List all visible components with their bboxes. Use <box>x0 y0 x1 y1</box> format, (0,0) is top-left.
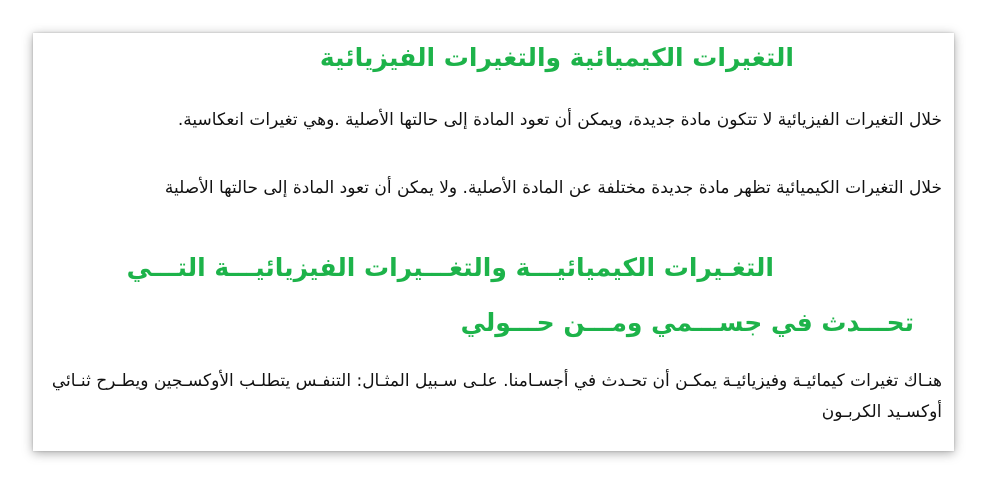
section-heading-line-1: التغـيرات الكيميائيـــة والتغـــيرات الفيزيائيـــة التـــي <box>126 253 774 282</box>
body-changes-paragraph: هنـاك تغيرات كيمائيـة وفيزيائيـة يمكـن أن تحـدث في أجسـامنا. علـى سـبيل المثـال: التنفـس يتطلـب الأوكسـجين ويطـرح ثنـائي أوكسـيد الكربـون <box>51 371 942 422</box>
page-title: التغيرات الكيميائية والتغيرات الفيزيائية <box>319 43 794 72</box>
chemical-changes-paragraph: خلال التغيرات الكيميائية تظهر مادة جديدة مختلفة عن المادة الأصلية. ولا يمكن أن تعود المادة إلى حالتها الأصلية <box>164 178 942 198</box>
content-card <box>33 33 954 451</box>
physical-changes-paragraph: خلال التغيرات الفيزيائية لا تتكون مادة جديدة، ويمكن أن تعود المادة إلى حالتها الأصلية .وهي تغيرات انعكاسية. <box>177 110 942 130</box>
section-heading-line-2: تحـــدث في جســـمي ومـــن حـــولي <box>460 308 914 337</box>
